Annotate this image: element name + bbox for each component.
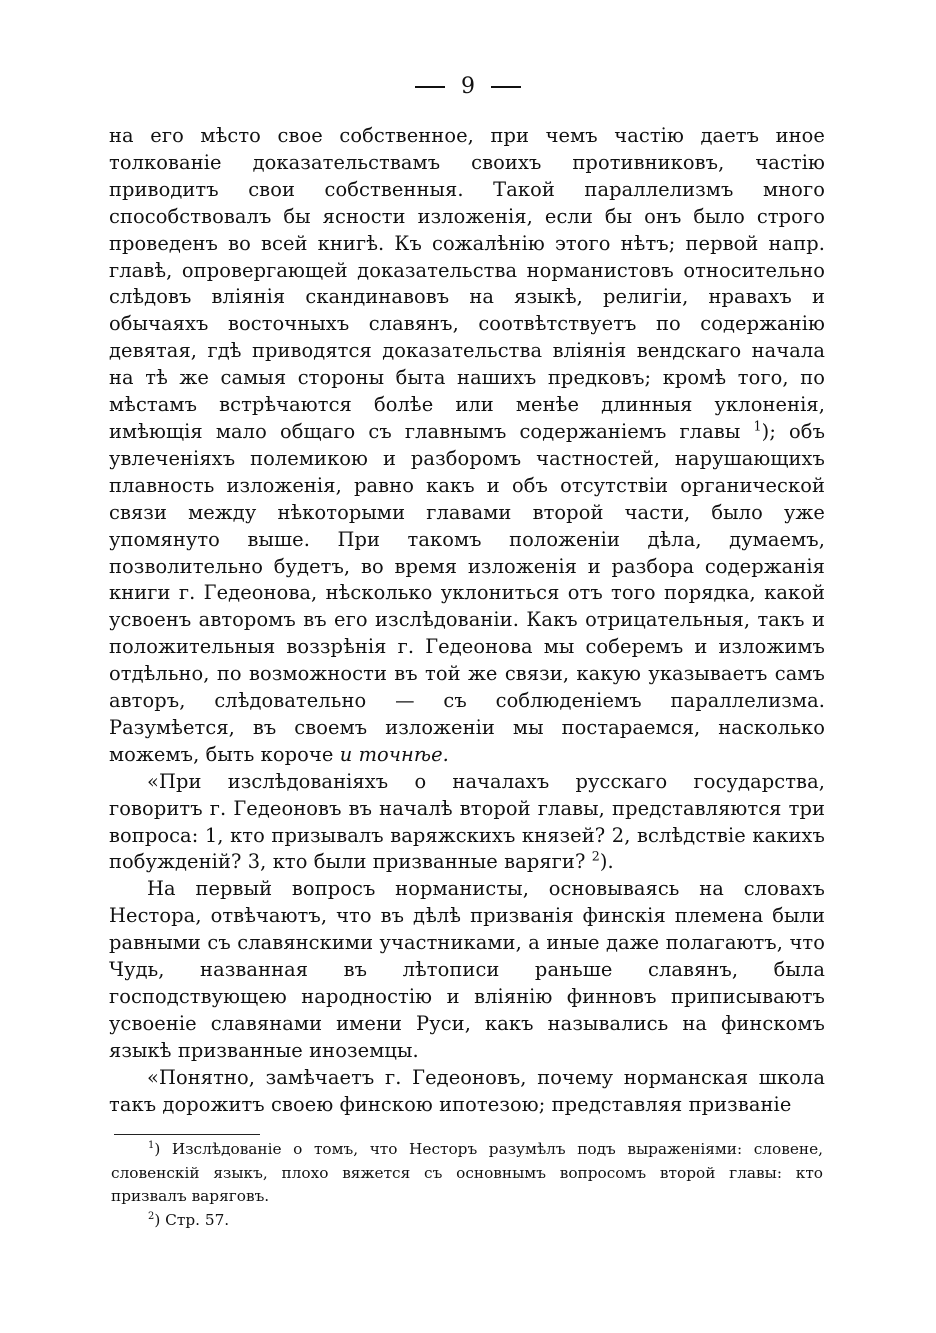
paragraph-2: [109, 769, 825, 877]
paragraph-2-text: «При изслѣдованіяхъ о началахъ русскаго государства, говоритъ г. Гедеоновъ въ началѣ второй главы, представляются три вопроса: 1, кто призывалъ варяжскихъ князей? 2, вслѣдствіе какихъ побужденій? 3, кто были призванные варяги?: [109, 769, 825, 874]
paragraph-2-end: ).: [599, 850, 614, 874]
header-dash-right: [491, 86, 521, 88]
footnote-1: [111, 1138, 823, 1209]
paragraph-1-text-b: ); объ увлеченіяхъ полемикою и разборомъ частностей, нарушающихъ плавность изложенія, равно какъ и объ отсутствіи органической связи между нѣкоторыми главами второй части, было уже упомянуто выше. При такомъ положеніи дѣла, думаемъ, позволительно будетъ, во время изложенія и разбора содержанія книги г. Гедеонова, нѣсколько уклониться отъ того порядка, какой усвоенъ авторомъ въ его изслѣдованіи. Какъ отрицательныя, такъ и положительныя воззрѣнія г. Гедеонова мы соберемъ и изложимъ отдѣльно, по возможности въ той же связи, какую указываетъ самъ авторъ, слѣдовательно — съ соблюденіемъ параллелизма. Разумѣется, въ своемъ изложеніи мы постараемся, насколько можемъ, быть короче: [109, 419, 826, 766]
footnotes: [111, 1138, 823, 1232]
footnote-2-mark: 2: [148, 1210, 155, 1222]
page-header: [0, 74, 936, 99]
footnote-2-text: ) Стр. 57.: [154, 1210, 230, 1229]
paragraph-1-text-a: на его мѣсто свое собственное, при чемъ частію даетъ иное толкованіе доказательствамъ своихъ противниковъ, частію приводитъ свои собственныя. Такой параллелизмъ много способствовалъ бы ясности изложенія, если бы онъ было строго проведенъ во всей книгѣ. Къ сожалѣнію этого нѣтъ; первой напр. главѣ, опровергающей доказательства норманистовъ относительно слѣдовъ вліянія скандинавовъ на языкѣ, религіи, нравахъ и обычаяхъ восточныхъ славянъ, соотвѣтствуетъ по содержанію девятая, гдѣ приводятся доказательства вліянія вендскаго начала на тѣ же самыя стороны быта нашихъ предковъ; кромѣ того, по мѣстамъ встрѣчаются болѣе или менѣе длинныя уклоненія, имѣющія мало общаго съ главнымъ содержаніемъ главы: [109, 124, 825, 443]
paragraph-4: «Понятно, замѣчаетъ г. Гедеоновъ, почему норманская школа такъ дорожитъ своею финскою ипотезою; представляя призваніе: [109, 1065, 825, 1116]
body-text: [109, 123, 825, 1119]
paragraph-3: На первый вопросъ норманисты, основываясь на словахъ Нестора, отвѣчаютъ, что въ дѣлѣ призванія финскія племена были равными съ славянскими участниками, а иные даже полагаютъ, что Чудь, названная въ лѣтописи раньше славянъ, была господствующею народностію и вліянію финновъ приписываютъ усвоеніе славянами имени Руси, какъ назывались на финскомъ языкѣ призванные иноземцы.: [109, 877, 825, 1062]
header-dash-left: [415, 86, 445, 88]
footnote-1-text: ) Изслѣдованіе о томъ, что Несторъ разумѣлъ подъ выраженіями: словене, словенскій языкъ, плохо вяжется съ основнымъ вопросомъ второй главы: кто призвалъ варяговъ.: [111, 1140, 823, 1206]
paragraph-1-italic: и точнѣе.: [339, 742, 449, 766]
paragraph-1: [109, 123, 825, 769]
footnote-divider: [114, 1134, 260, 1135]
footnote-ref-1: 1: [753, 418, 762, 434]
page-number: 9: [461, 74, 475, 99]
footnote-ref-2: 2: [591, 849, 600, 864]
footnote-1-mark: 1: [148, 1139, 155, 1151]
footnote-2: [111, 1209, 823, 1233]
